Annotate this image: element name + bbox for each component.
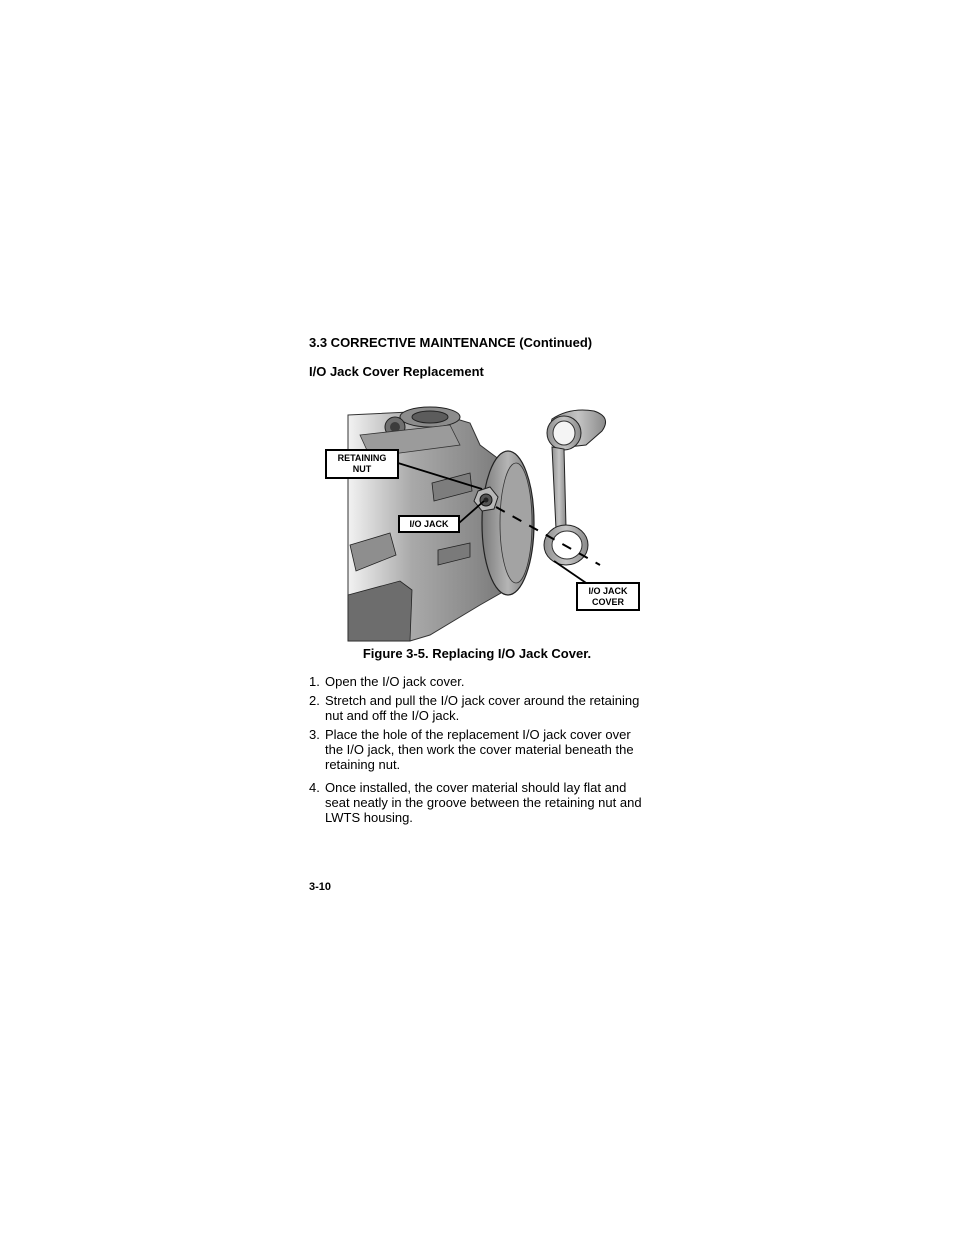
callout-retaining-nut-line1: RETAINING	[337, 453, 387, 463]
procedure-steps	[309, 674, 649, 829]
figure-caption: Figure 3-5. Replacing I/O Jack Cover.	[362, 646, 592, 661]
step-text: Place the hole of the replacement I/O jack cover over the I/O jack, then work the cover material beneath the retaining nut.	[325, 727, 634, 772]
callout-io-jack-cover	[576, 582, 640, 611]
step-item	[309, 780, 649, 825]
step-number: 3.	[309, 727, 320, 742]
cover-strap	[552, 447, 566, 529]
callout-io-jack	[398, 515, 460, 533]
step-item	[309, 693, 649, 723]
page-number: 3-10	[309, 881, 332, 893]
step-number: 4.	[309, 780, 320, 795]
step-item	[309, 727, 649, 772]
step-item	[309, 674, 649, 689]
callout-retaining-nut	[325, 449, 399, 479]
step-text: Stretch and pull the I/O jack cover around the retaining nut and off the I/O jack.	[325, 693, 640, 723]
callout-io-jack-cover-line1: I/O JACK	[588, 585, 628, 596]
step-number: 1.	[309, 674, 320, 689]
callout-io-jack-cover-line2: COVER	[591, 596, 624, 607]
step-text: Open the I/O jack cover.	[325, 674, 465, 689]
sub-heading: I/O Jack Cover Replacement	[309, 364, 484, 379]
step-text: Once installed, the cover material should lay flat and seat neatly in the groove between the retaining nut and LWTS housing.	[325, 780, 642, 825]
callout-io-jack-label: I/O JACK	[409, 518, 449, 529]
figure-illustration	[320, 405, 650, 643]
step-number: 2.	[309, 693, 320, 708]
section-heading: 3.3 CORRECTIVE MAINTENANCE (Continued)	[309, 335, 593, 350]
callout-retaining-nut-line2: NUT	[352, 464, 372, 474]
